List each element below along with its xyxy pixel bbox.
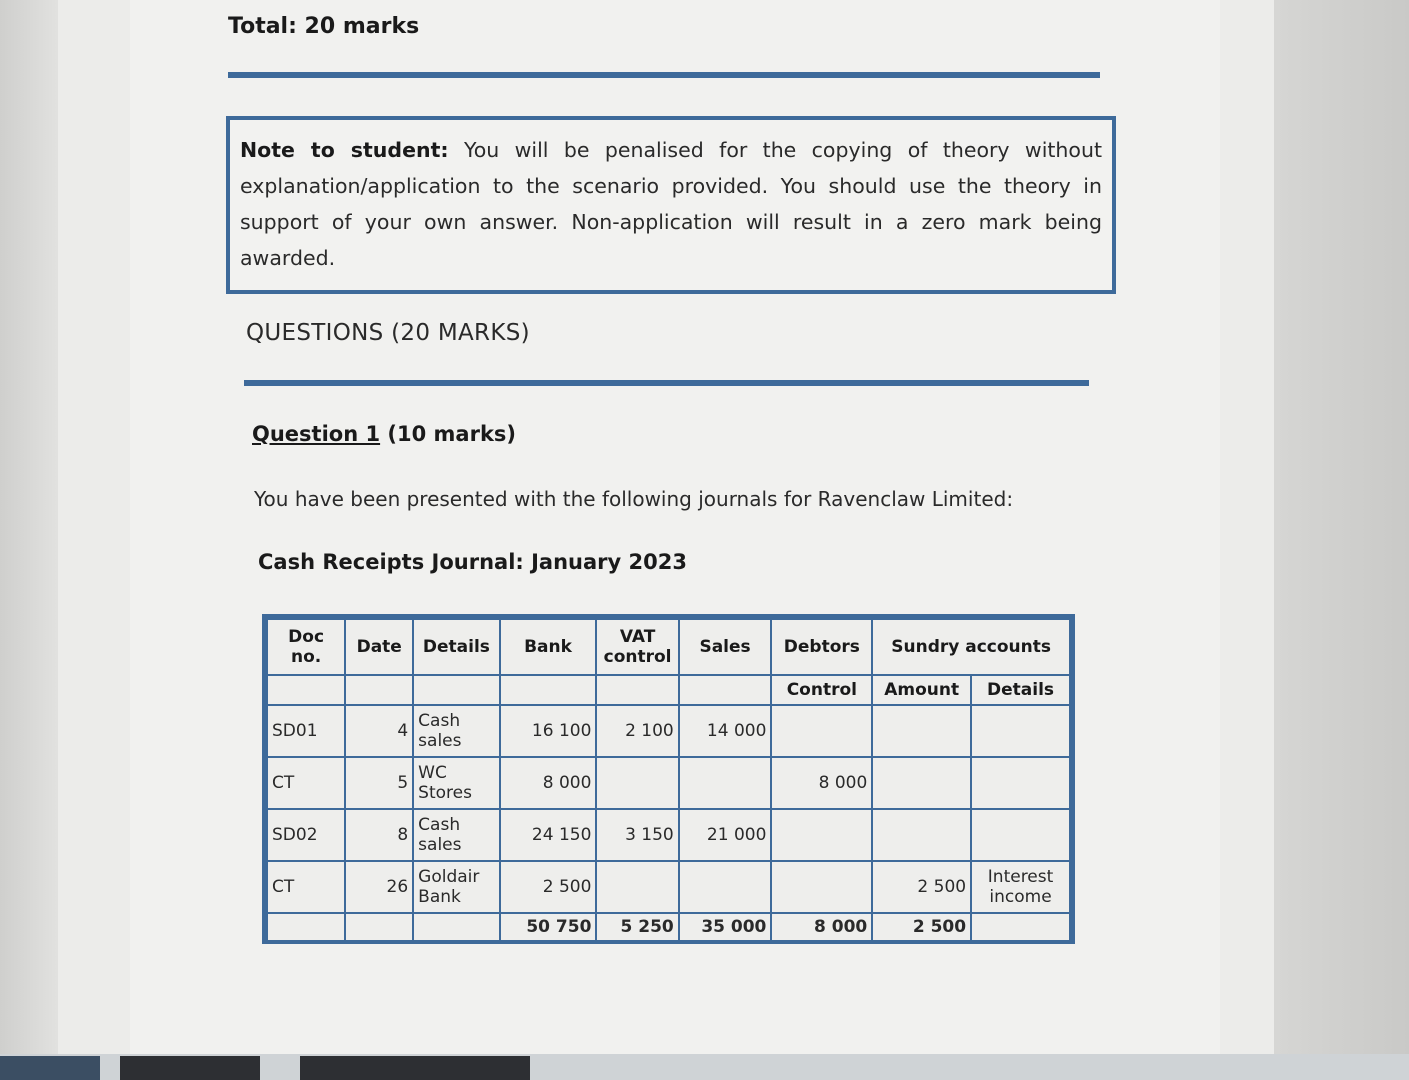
table-row <box>267 861 1070 913</box>
table-row <box>267 757 1070 809</box>
cell-amount <box>872 809 971 861</box>
cell-debtors: 8 000 <box>771 757 872 809</box>
header-doc: Doc no. <box>267 619 345 675</box>
header-details: Details <box>413 619 499 675</box>
cell-doc: SD02 <box>267 809 345 861</box>
cell-vat <box>596 861 678 913</box>
total-sales: 35 000 <box>679 913 772 941</box>
cell-sundry-details <box>971 809 1070 861</box>
header-debtors: Debtors <box>771 619 872 675</box>
cell-sundry-details <box>971 705 1070 757</box>
header-sundry-details: Details <box>971 675 1070 705</box>
totals-row <box>267 913 1070 941</box>
cell-sales: 21 000 <box>679 809 772 861</box>
divider-rule <box>244 380 1089 386</box>
cell-amount <box>872 757 971 809</box>
cell-date: 8 <box>345 809 413 861</box>
header-bank: Bank <box>500 619 597 675</box>
cell-bank: 8 000 <box>500 757 597 809</box>
journal-title: Cash Receipts Journal: January 2023 <box>258 550 687 574</box>
taskbar-item[interactable] <box>0 1056 100 1080</box>
cell-doc: CT <box>267 861 345 913</box>
cell-vat: 2 100 <box>596 705 678 757</box>
cell-amount: 2 500 <box>872 861 971 913</box>
cell-sundry-details <box>971 757 1070 809</box>
cell-doc: CT <box>267 757 345 809</box>
header-date: Date <box>345 619 413 675</box>
note-box <box>226 116 1116 294</box>
cell-sales <box>679 757 772 809</box>
cell-date: 5 <box>345 757 413 809</box>
header-sundry: Sundry accounts <box>872 619 1070 675</box>
cell-bank: 24 150 <box>500 809 597 861</box>
cell-date: 4 <box>345 705 413 757</box>
note-lead: Note to student: <box>240 138 449 162</box>
total-amount: 2 500 <box>872 913 971 941</box>
total-bank: 50 750 <box>500 913 597 941</box>
header-sundry-amount: Amount <box>872 675 971 705</box>
monitor-bezel-left <box>0 0 60 1080</box>
header-vat: VAT control <box>596 619 678 675</box>
cell-date: 26 <box>345 861 413 913</box>
taskbar-item[interactable] <box>300 1056 530 1080</box>
cell-debtors <box>771 705 872 757</box>
question-1-heading <box>252 422 516 446</box>
header-debtors-control: Control <box>771 675 872 705</box>
cell-doc: SD01 <box>267 705 345 757</box>
cell-sales <box>679 861 772 913</box>
cell-sales: 14 000 <box>679 705 772 757</box>
total-debtors: 8 000 <box>771 913 872 941</box>
cell-amount <box>872 705 971 757</box>
taskbar-item[interactable] <box>120 1056 260 1080</box>
question-1-marks: (10 marks) <box>387 422 517 446</box>
question-intro: You have been presented with the following journals for Ravenclaw Limited: <box>254 487 1014 511</box>
cell-vat <box>596 757 678 809</box>
cell-details: Cash sales <box>413 705 499 757</box>
table-row <box>267 705 1070 757</box>
cell-sundry-details: Interest income <box>971 861 1070 913</box>
questions-heading: QUESTIONS (20 MARKS) <box>246 320 530 346</box>
journal-table <box>266 618 1071 942</box>
total-vat: 5 250 <box>596 913 678 941</box>
divider-rule <box>228 72 1100 78</box>
cell-debtors <box>771 861 872 913</box>
cash-receipts-journal <box>262 614 1075 944</box>
monitor-bezel-right <box>1274 0 1409 1080</box>
table-row <box>267 809 1070 861</box>
cell-bank: 16 100 <box>500 705 597 757</box>
question-1-label: Question 1 <box>252 422 381 446</box>
cell-vat: 3 150 <box>596 809 678 861</box>
cell-debtors <box>771 809 872 861</box>
taskbar <box>0 1054 1409 1080</box>
note-text: You will be penalised for the copying of theory without explanation/application to the scenario provided. You should use the theory in support of your own answer. Non-application will result in a zero mark being awarded. <box>240 138 1102 270</box>
cell-details: WC Stores <box>413 757 499 809</box>
total-marks: Total: 20 marks <box>228 14 420 39</box>
cell-details: Cash sales <box>413 809 499 861</box>
cell-details: Goldair Bank <box>413 861 499 913</box>
header-sales: Sales <box>679 619 772 675</box>
cell-bank: 2 500 <box>500 861 597 913</box>
